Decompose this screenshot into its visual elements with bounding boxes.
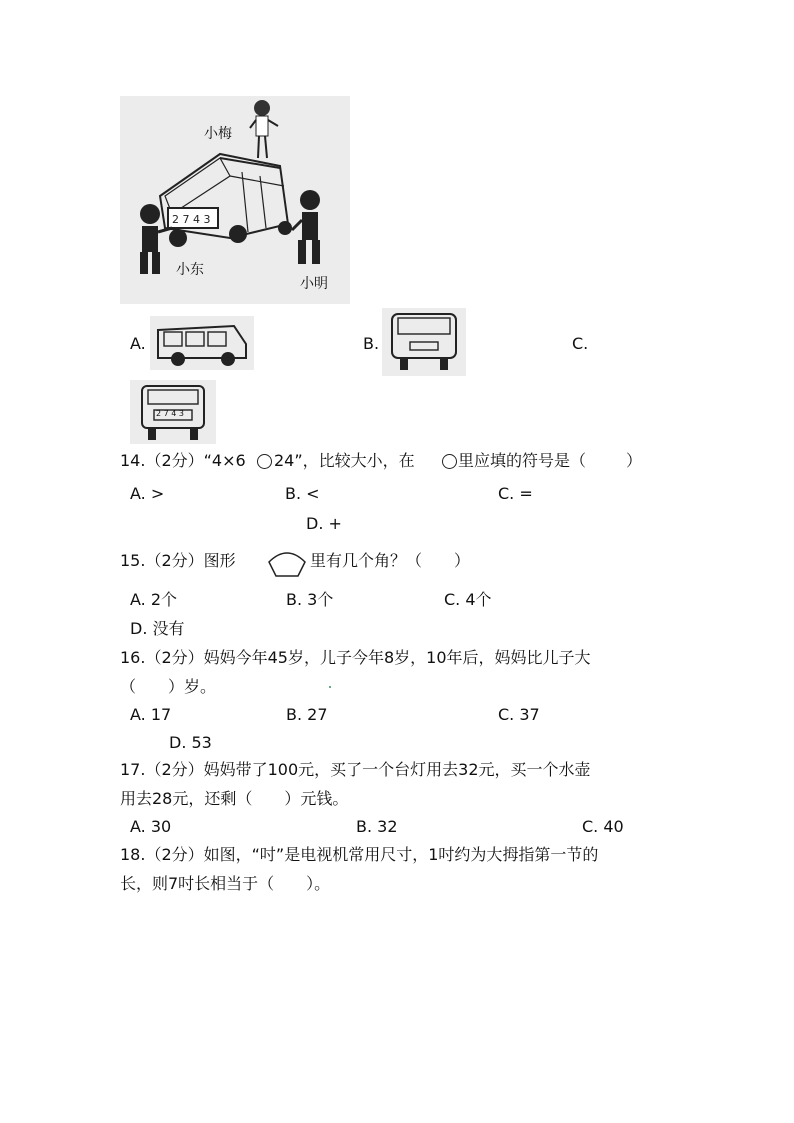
q16-option-b[interactable]: B. 27 <box>286 705 328 724</box>
q14-stem-part2: 24”，比较大小，在 <box>274 451 415 470</box>
q16-option-c[interactable]: C. 37 <box>498 705 540 724</box>
q17-stem-line2: 用去28元，还剩（ ）元钱。 <box>120 789 349 808</box>
q16-option-a[interactable]: A. 17 <box>130 705 172 724</box>
q17-option-a[interactable]: A. 30 <box>130 817 172 836</box>
q15-stem-part1: 15.（2分）图形 <box>120 551 236 570</box>
stray-dot <box>329 686 331 688</box>
q14-circle-blank-1 <box>257 454 272 469</box>
option-a-side-view-image[interactable] <box>150 316 254 370</box>
q14-stem-part4: ） <box>626 451 643 470</box>
option-c-label: C. <box>572 334 589 353</box>
q17-option-c[interactable]: C. 40 <box>582 817 624 836</box>
boy-right-figure <box>292 190 320 264</box>
option-c-plate-text: 2 7 4 3 <box>156 409 184 418</box>
option-b-label: B. <box>363 334 380 353</box>
option-b-back-view-image[interactable] <box>382 308 466 376</box>
q14-option-d[interactable]: D. + <box>306 514 342 533</box>
q18-stem-line1: 18.（2分）如图，“吋”是电视机常用尺寸，1吋约为大拇指第一节的 <box>120 845 599 864</box>
q14-circle-blank-2 <box>442 454 457 469</box>
q16-stem-line1: 16.（2分）妈妈今年45岁，儿子今年8岁，10年后，妈妈比儿子大 <box>120 648 591 667</box>
label-xiaodong: 小东 <box>176 262 204 278</box>
q15-option-a[interactable]: A. 2个 <box>130 590 178 609</box>
van-plate-text: 2 7 4 3 <box>172 213 211 226</box>
q15-stem-part2: 里有几个角？（ ） <box>310 551 471 570</box>
q14-stem-part3: 里应填的符号是（ <box>458 451 587 470</box>
van-illustration <box>160 154 291 246</box>
q14-option-a[interactable]: A. > <box>130 484 165 503</box>
q15-option-c[interactable]: C. 4个 <box>444 590 492 609</box>
q17-option-b[interactable]: B. 32 <box>356 817 398 836</box>
shape-figure-icon <box>266 544 308 578</box>
option-a-label: A. <box>130 334 146 353</box>
q16-stem-line2: （ ）岁。 <box>120 677 217 696</box>
label-xiaoming: 小明 <box>300 276 328 292</box>
q14-stem-part1: 14.（2分）“4×6 <box>120 451 246 470</box>
q15-option-b[interactable]: B. 3个 <box>286 590 334 609</box>
q18-stem-line2: 长，则7吋长相当于（ ）。 <box>120 874 331 893</box>
q14-option-c[interactable]: C. = <box>498 484 533 503</box>
q17-stem-line1: 17.（2分）妈妈带了100元，买了一个台灯用去32元，买一个水壶 <box>120 760 591 779</box>
label-xiaomei: 小梅 <box>204 126 232 142</box>
scene-figure <box>120 96 350 304</box>
option-c-front-view-image[interactable] <box>130 380 216 444</box>
girl-figure <box>250 100 278 158</box>
q14-option-b[interactable]: B. < <box>285 484 320 503</box>
q15-option-d[interactable]: D. 没有 <box>130 619 185 638</box>
q16-option-d[interactable]: D. 53 <box>169 733 212 752</box>
